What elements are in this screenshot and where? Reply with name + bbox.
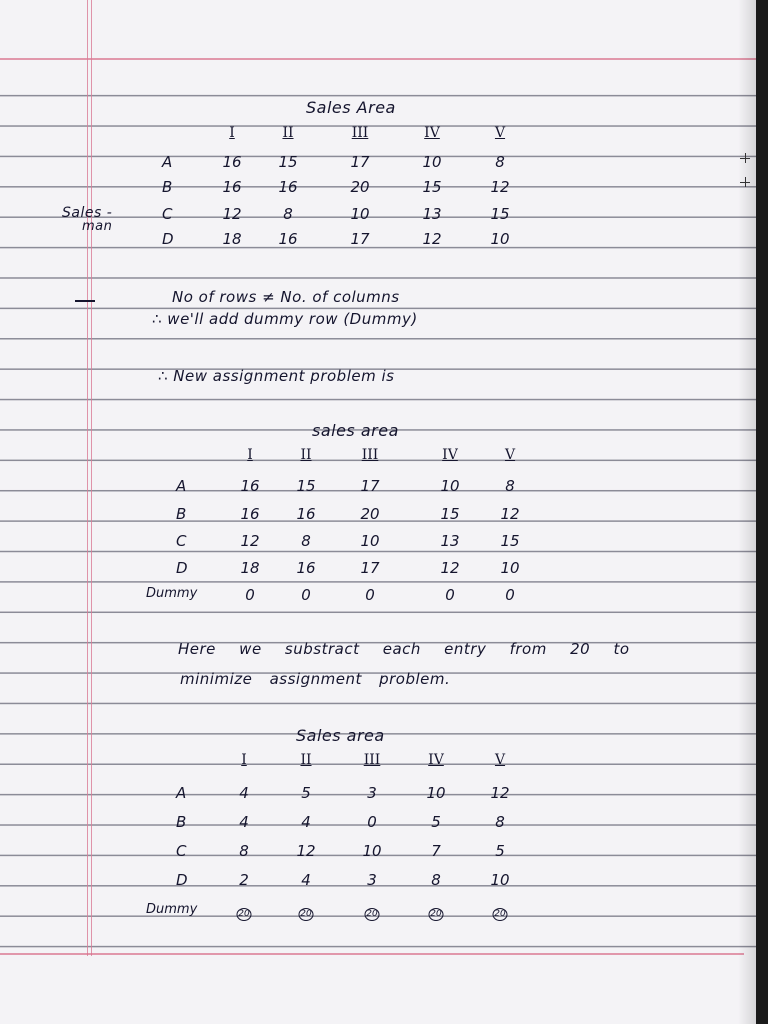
table2-cell: 17 — [360, 477, 380, 495]
table2-row-label: Dummy — [146, 586, 198, 601]
table2-cell: 16 — [240, 505, 260, 523]
table1-cell: 13 — [422, 205, 442, 223]
table3-cell — [493, 902, 508, 921]
table3-cell: 5 — [495, 842, 505, 860]
table3-row-label: Dummy — [146, 902, 198, 917]
table2-cell: 0 — [301, 586, 311, 604]
circled-value: 20 — [238, 909, 250, 919]
explanation-line-2: minimize assignment problem. — [180, 670, 451, 688]
table3-cell: 10 — [426, 784, 446, 802]
table3-cell: 5 — [301, 784, 311, 802]
table1-cell: 17 — [350, 153, 370, 171]
bottom-rule — [0, 953, 744, 955]
table1-row-label: C — [162, 205, 173, 223]
table1-cell: 12 — [422, 230, 442, 248]
table1-row-label: D — [162, 230, 174, 248]
page-edge-shadow — [738, 0, 756, 1024]
table2-cell: 20 — [360, 505, 380, 523]
table2-header-5: V — [504, 447, 516, 463]
table1-cell: 10 — [490, 230, 510, 248]
table3-cell: 8 — [495, 813, 505, 831]
table1-cell: 10 — [422, 153, 442, 171]
table2-cell: 8 — [301, 532, 311, 550]
circled-value: 20 — [366, 909, 378, 919]
table1-cell: 16 — [278, 230, 298, 248]
table3-row-label: A — [176, 784, 187, 802]
table1-cell: 12 — [222, 205, 242, 223]
table3-cell: 4 — [301, 813, 311, 831]
circled-value: 20 — [494, 909, 506, 919]
table2-cell: 16 — [296, 559, 316, 577]
table2-header-2: II — [300, 447, 312, 463]
table3-cell: 4 — [301, 871, 311, 889]
table3-header-1: I — [241, 752, 247, 768]
margin-line-2 — [91, 0, 92, 1024]
table1-header-3: III — [351, 125, 369, 141]
table3-row-label: B — [176, 813, 187, 831]
table2-cell: 17 — [360, 559, 380, 577]
table2-header-3: III — [361, 447, 379, 463]
table2-cell: 0 — [505, 586, 515, 604]
table3-cell: 3 — [367, 784, 377, 802]
explanation-line-1: Here we substract each entry from 20 to — [178, 640, 630, 658]
table1-side-label-1: Sales - — [62, 205, 113, 221]
table3-title: Sales area — [296, 726, 385, 745]
table2-header-1: I — [247, 447, 253, 463]
table1-cell: 15 — [422, 178, 442, 196]
table3-cell: 7 — [431, 842, 441, 860]
page-footer-area — [0, 956, 756, 1024]
table3-cell: 4 — [239, 813, 249, 831]
note-line-2: ∴ we'll add dummy row (Dummy) — [152, 310, 418, 328]
table3-header-4: IV — [428, 752, 444, 768]
table2-row-label: D — [176, 559, 188, 577]
table3-cell: 0 — [367, 813, 377, 831]
table3-cell: 12 — [296, 842, 316, 860]
edge-mark — [745, 177, 746, 187]
dash-mark — [75, 300, 95, 302]
table1-cell: 8 — [283, 205, 293, 223]
table3-cell — [299, 902, 314, 921]
table1-cell: 17 — [350, 230, 370, 248]
table2-cell: 15 — [296, 477, 316, 495]
table1-cell: 20 — [350, 178, 370, 196]
table2-cell: 12 — [240, 532, 260, 550]
table1-header-2: II — [282, 125, 294, 141]
table2-cell: 8 — [505, 477, 515, 495]
table2-cell: 12 — [440, 559, 460, 577]
note-line-1: No of rows ≠ No. of columns — [172, 288, 400, 306]
table2-row-label: C — [176, 532, 187, 550]
table2-cell: 18 — [240, 559, 260, 577]
table2-cell: 10 — [500, 559, 520, 577]
table2-cell: 10 — [360, 532, 380, 550]
table1-cell: 15 — [490, 205, 510, 223]
table1-side-label-2: man — [82, 219, 113, 234]
table2-cell: 13 — [440, 532, 460, 550]
table3-row-label: D — [176, 871, 188, 889]
table2-row-label: B — [176, 505, 187, 523]
page-header-area — [0, 0, 756, 80]
table1-cell: 12 — [490, 178, 510, 196]
table3-cell: 10 — [490, 871, 510, 889]
table2-cell: 0 — [365, 586, 375, 604]
table1-header-5: V — [494, 125, 506, 141]
table1-cell: 16 — [222, 153, 242, 171]
table1-cell: 16 — [222, 178, 242, 196]
table1-cell: 18 — [222, 230, 242, 248]
table1-cell: 10 — [350, 205, 370, 223]
table2-cell: 10 — [440, 477, 460, 495]
table3-header-3: III — [363, 752, 381, 768]
table2-cell: 15 — [500, 532, 520, 550]
table3-cell: 12 — [490, 784, 510, 802]
table3-cell — [429, 902, 444, 921]
table1-cell: 16 — [278, 178, 298, 196]
table2-cell: 12 — [500, 505, 520, 523]
table1-row-label: A — [162, 153, 173, 171]
table1-row-label: B — [162, 178, 173, 196]
circled-value: 20 — [430, 909, 442, 919]
table2-header-4: IV — [442, 447, 458, 463]
table2-title: sales area — [312, 421, 399, 440]
table3-cell: 10 — [362, 842, 382, 860]
margin-line — [87, 0, 88, 1024]
table3-cell — [365, 902, 380, 921]
table3-cell: 8 — [239, 842, 249, 860]
table1-cell: 15 — [278, 153, 298, 171]
table3-cell: 8 — [431, 871, 441, 889]
table3-cell: 2 — [239, 871, 249, 889]
edge-mark — [745, 153, 746, 163]
table3-cell: 5 — [431, 813, 441, 831]
table1-header-1: I — [229, 125, 235, 141]
note-line-3: ∴ New assignment problem is — [158, 367, 395, 385]
table2-cell: 16 — [296, 505, 316, 523]
table2-cell: 16 — [240, 477, 260, 495]
table3-cell: 3 — [367, 871, 377, 889]
table2-cell: 15 — [440, 505, 460, 523]
table1-title: Sales Area — [306, 98, 396, 117]
table2-cell: 0 — [245, 586, 255, 604]
table2-row-label: A — [176, 477, 187, 495]
table3-cell: 4 — [239, 784, 249, 802]
table2-cell: 0 — [445, 586, 455, 604]
table3-header-2: II — [300, 752, 312, 768]
table1-header-4: IV — [424, 125, 440, 141]
circled-value: 20 — [300, 909, 312, 919]
table3-header-5: V — [494, 752, 506, 768]
table1-cell: 8 — [495, 153, 505, 171]
table3-cell — [237, 902, 252, 921]
table3-row-label: C — [176, 842, 187, 860]
